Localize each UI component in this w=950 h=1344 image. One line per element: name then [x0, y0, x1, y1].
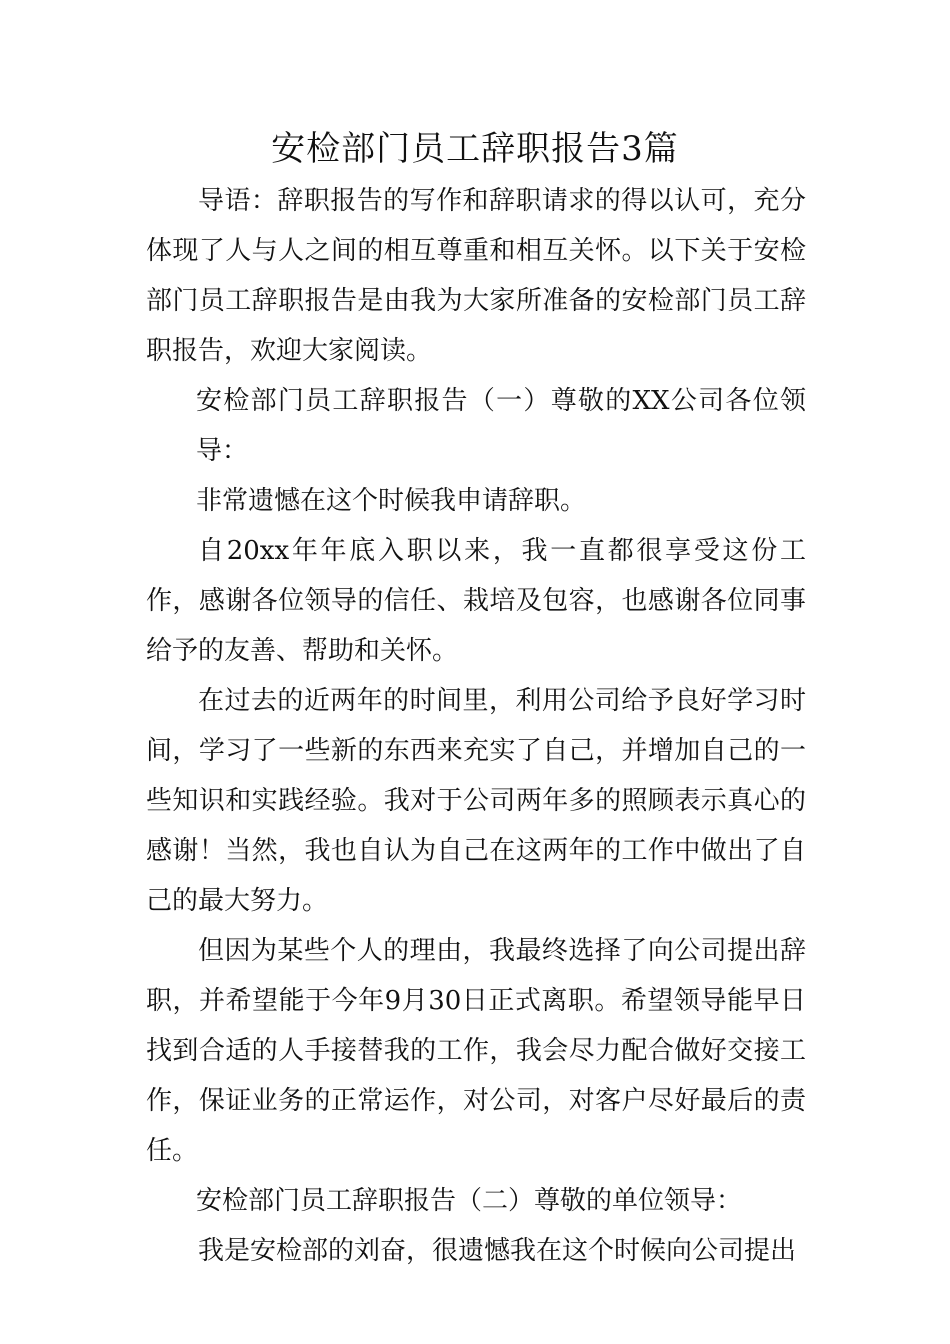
body-paragraph: 自20xx年年底入职以来，我一直都很享受这份工作，感谢各位领导的信任、栽培及包容，也感谢各位同事给予的友善、帮助和关怀。 — [146, 536, 806, 666]
document-title: 安检部门员工辞职报告3篇 — [271, 129, 679, 169]
body-paragraph: 但因为某些个人的理由，我最终选择了向公司提出辞职，并希望能于今年9月30日正式离职。希望领导能早日找到合适的人手接替我的工作，我会尽力配合做好交接工作，保证业务的正常运作，对公司，对客户尽好最后的责任。 — [146, 936, 806, 1166]
body-paragraph: 我是安检部的刘奋，很遗憾我在这个时候向公司提出 — [198, 1236, 797, 1266]
opening-line: 非常遗憾在这个时候我申请辞职。 — [196, 486, 587, 516]
intro-paragraph: 导语：辞职报告的写作和辞职请求的得以认可，充分体现了人与人之间的相互尊重和相互关怀。以下关于安检部门员工辞职报告是由我为大家所准备的安检部门员工辞职报告，欢迎大家阅读。 — [146, 186, 806, 366]
document-body — [146, 176, 806, 1276]
section-two-heading: 安检部门员工辞职报告（二）尊敬的单位领导： — [196, 1186, 743, 1216]
body-paragraph: 在过去的近两年的时间里，利用公司给予良好学习时间，学习了一些新的东西来充实了自己，并增加自己的一些知识和实践经验。我对于公司两年多的照顾表示真心的感谢！当然，我也自认为自己在这两年的工作中做出了自己的最大努力。 — [146, 686, 806, 916]
section-one-heading: 安检部门员工辞职报告（一）尊敬的XX公司各位领导： — [196, 386, 806, 466]
